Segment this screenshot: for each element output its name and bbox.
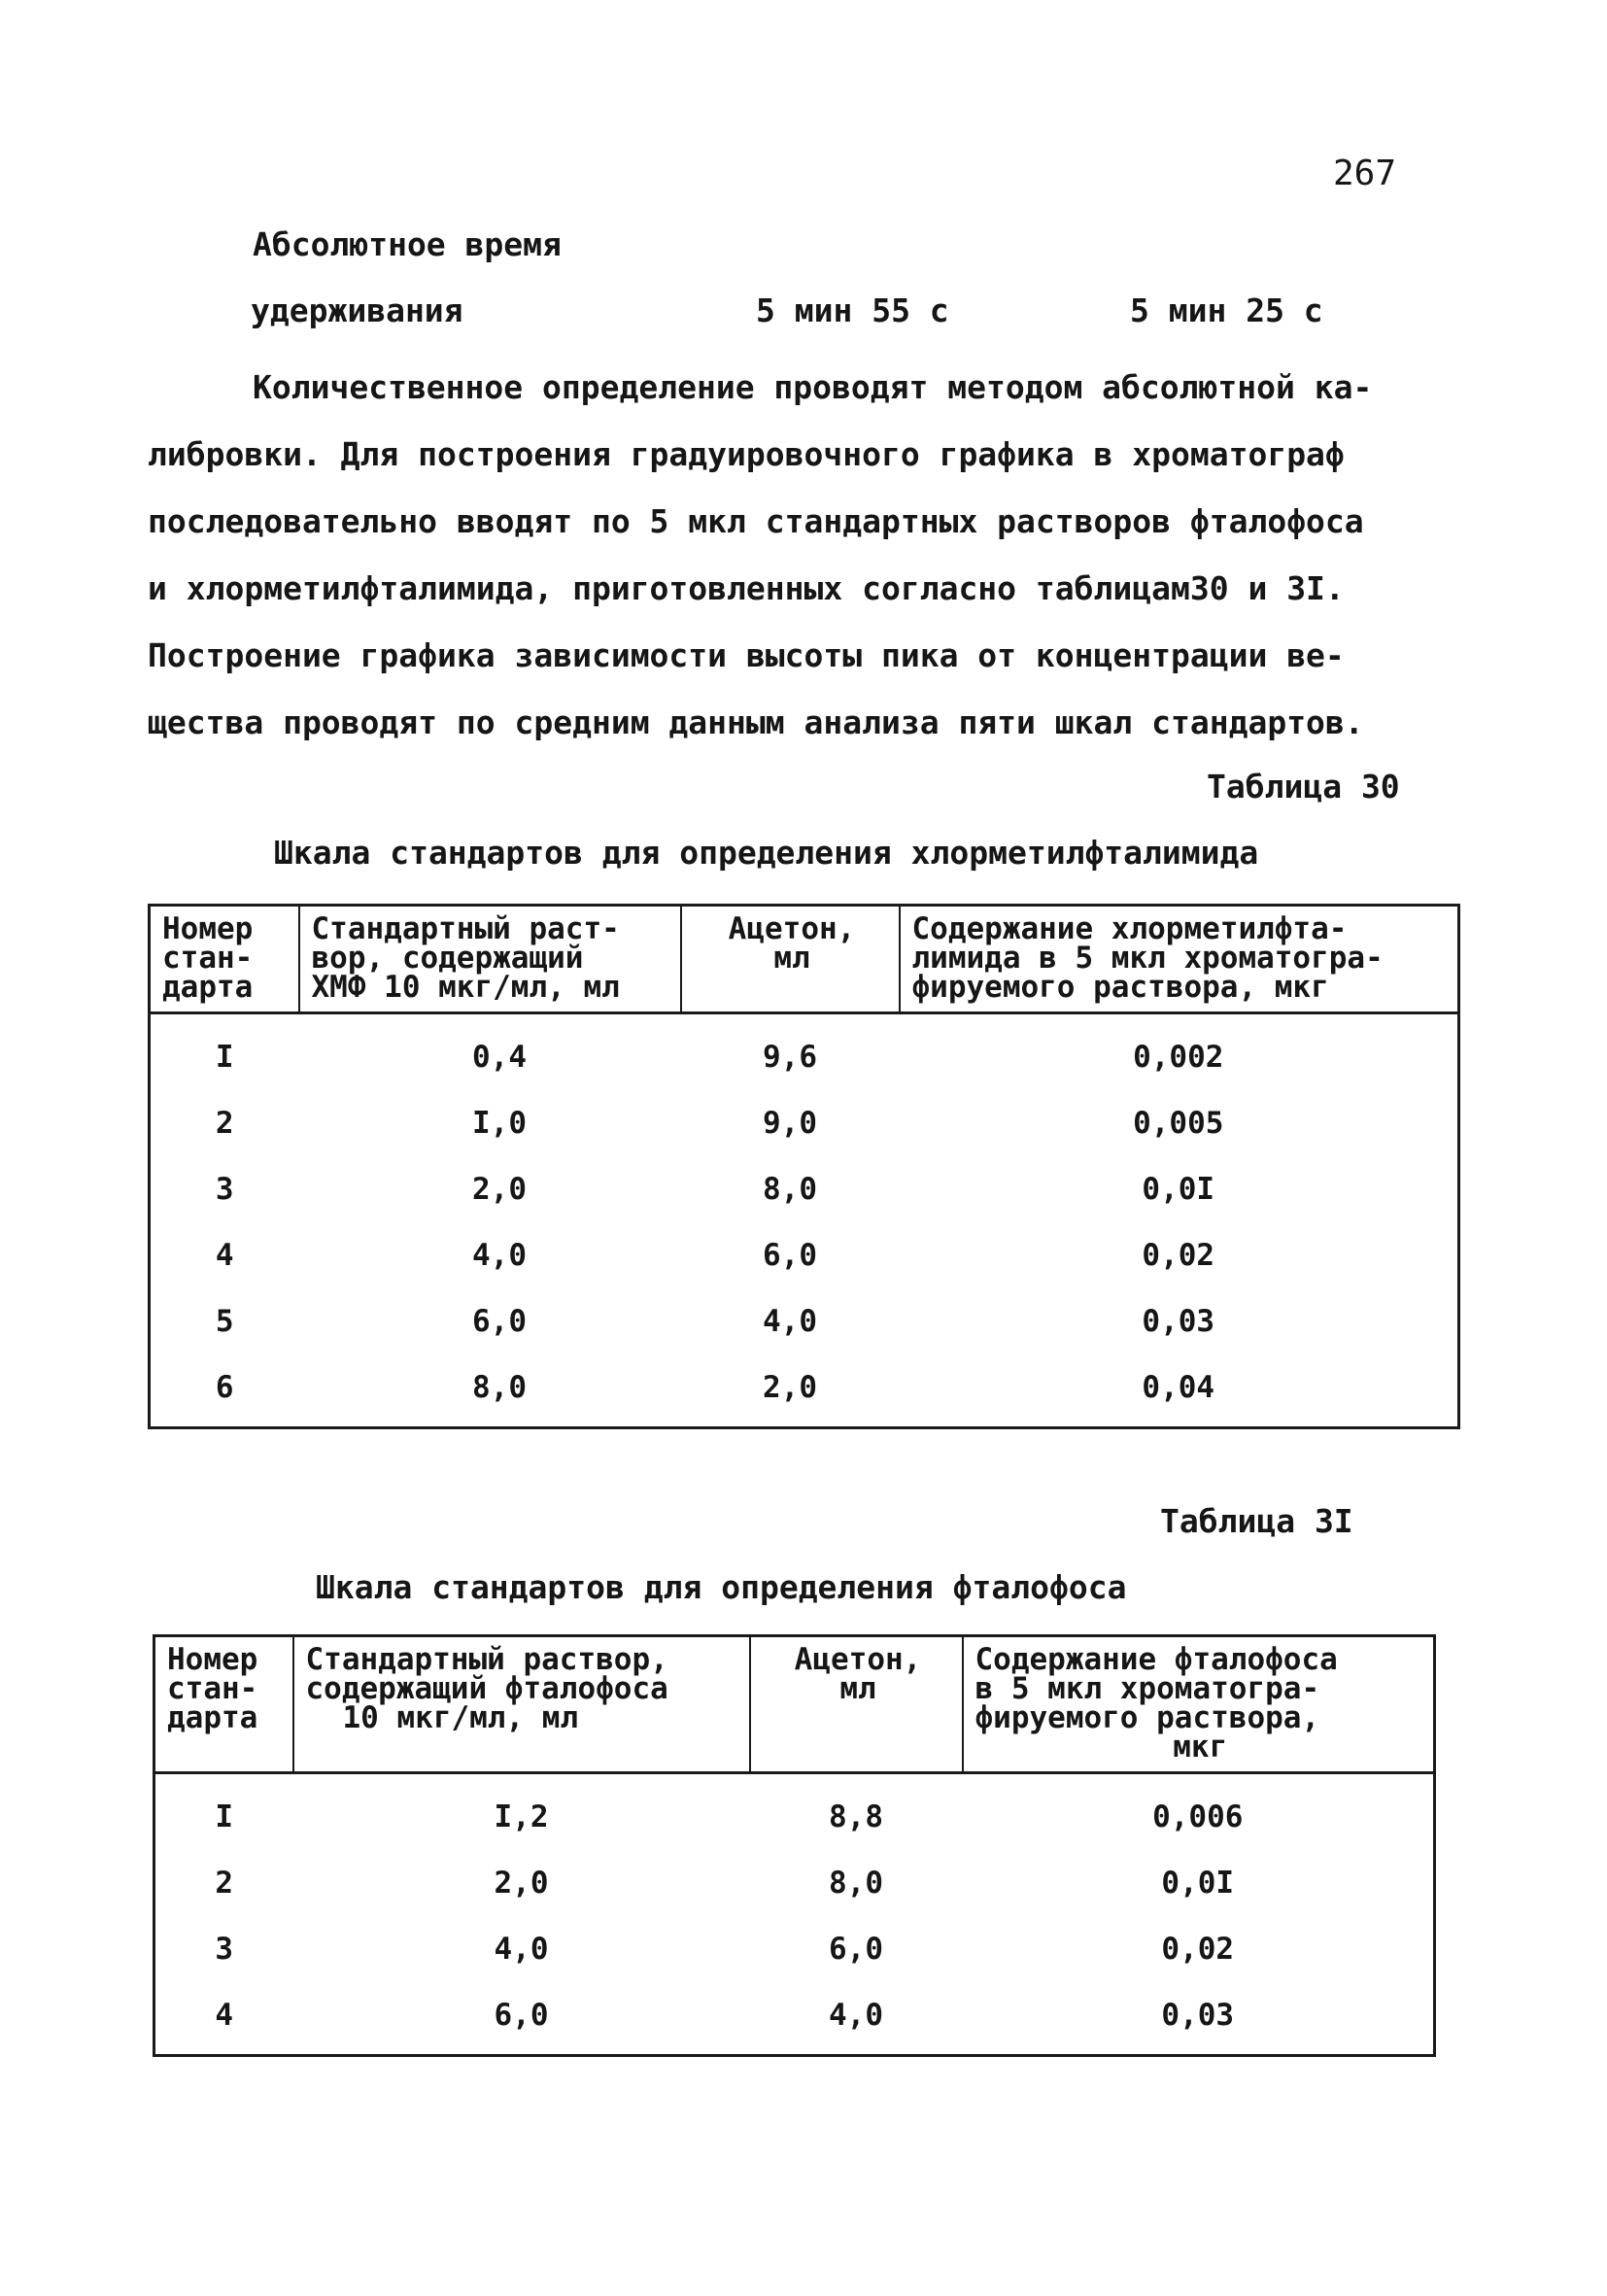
retention-value-1: 5 мин 55 с [756, 291, 949, 329]
table31-title: Шкала стандартов для определения фталофоса [316, 1568, 1127, 1606]
retention-label-line2: удерживания [251, 291, 463, 329]
table31-number: Таблица 3I [1160, 1502, 1353, 1540]
retention-value-2: 5 мин 25 с [1130, 291, 1323, 329]
method-paragraph [148, 354, 1459, 756]
table30-header-content: Содержание хлорметилфта- лимида в 5 мкл хроматогра- фируемого раствора, мкг [900, 906, 1459, 1013]
table30-header-row [150, 906, 1459, 1013]
table-row: 6 8,0 2,0 0,04 [215, 1370, 1215, 1405]
page-number: 267 [1333, 154, 1397, 193]
table-row: 3 2,0 8,0 0,0I [215, 1172, 1215, 1207]
table-row: 5 6,0 4,0 0,03 [215, 1304, 1215, 1339]
table-row: 4 6,0 4,0 0,03 [215, 1998, 1235, 2033]
table-row: I I,2 8,8 0,006 [215, 1799, 1244, 1834]
table-row: 4 4,0 6,0 0,02 [215, 1238, 1215, 1273]
table30 [148, 904, 1460, 1429]
table30-header-acetone: Ацетон, мл [681, 906, 900, 1013]
table-row: 3 4,0 6,0 0,02 [215, 1932, 1235, 1967]
retention-label-line1: Абсолютное время [253, 225, 562, 263]
table30-header-number: Номер стан- дарта [150, 906, 299, 1013]
table-row: I 0,4 9,6 0,002 [215, 1040, 1224, 1075]
paragraph-line: последовательно вводят по 5 мкл стандартных растворов фталофоса [148, 502, 1364, 540]
table31-header-solution: Стандартный раствор, содержащий фталофоса 10 мкг/мл, мл [293, 1636, 750, 1773]
paragraph-line: Построение графика зависимости высоты пика от концентрации ве- [148, 636, 1345, 674]
table31-header-row [154, 1636, 1435, 1773]
table31-header-number: Номер стан- дарта [154, 1636, 293, 1773]
table31 [153, 1634, 1436, 2057]
paragraph-line: и хлорметилфталимида, приготовленных согласно таблицам30 и 3I. [148, 569, 1345, 607]
paragraph-line: либровки. Для построения градуировочного графика в хроматограф [148, 435, 1345, 473]
paragraph-line: Количественное определение проводят методом абсолютной ка- [253, 368, 1373, 406]
paragraph-line: щества проводят по средним данным анализа пяти шкал стандартов. [148, 703, 1364, 741]
table30-header-solution: Стандартный раст- вор, содержащий ХМФ 10 мкг/мл, мл [299, 906, 681, 1013]
table-row: 2 I,0 9,0 0,005 [215, 1106, 1224, 1141]
table30-title: Шкала стандартов для определения хлорметилфталимида [274, 834, 1259, 872]
table31-header-content: Содержание фталофоса в 5 мкл хроматогра- фируемого раствора, мкг [963, 1636, 1435, 1773]
table-row: 2 2,0 8,0 0,0I [215, 1866, 1235, 1901]
table30-number: Таблица 30 [1207, 768, 1400, 805]
table31-header-acetone: Ацетон, мл [750, 1636, 963, 1773]
